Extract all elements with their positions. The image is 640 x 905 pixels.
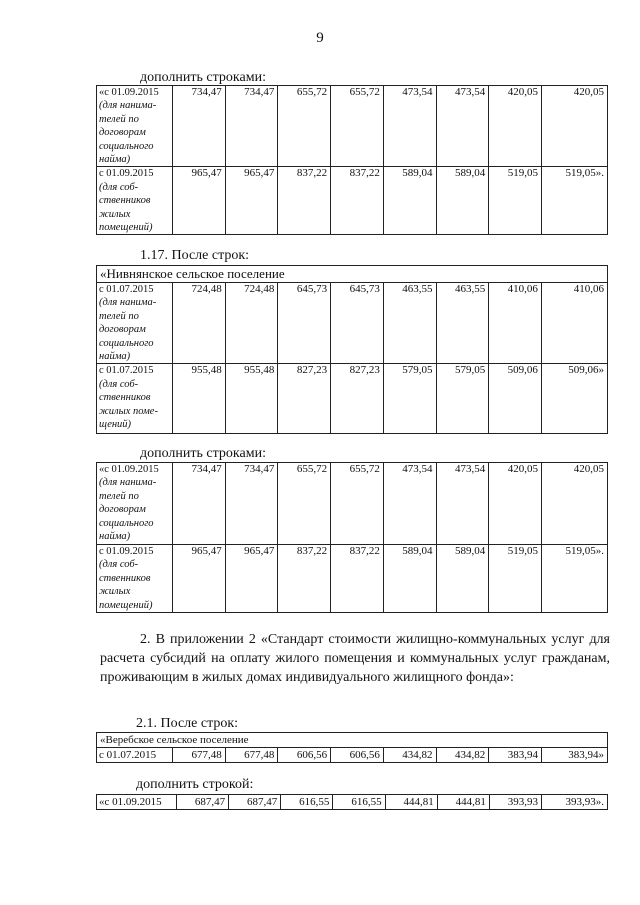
value-cell: 837,22 — [278, 545, 331, 613]
value-cell: 509,06 — [489, 364, 542, 434]
value-cell: 519,05». — [542, 167, 608, 235]
value-cell: 463,55 — [436, 283, 489, 364]
value-cell: 724,48 — [173, 283, 226, 364]
settlement-title: «Нивнянское сельское поселение — [97, 266, 608, 283]
value-cell: 519,05 — [489, 545, 542, 613]
value-cell: 434,82 — [436, 748, 489, 763]
table-row — [97, 364, 608, 434]
value-cell: 420,05 — [542, 86, 608, 167]
row-description: с 01.09.2015 (для соб- ственников жилых помещений) — [97, 167, 173, 235]
value-cell: 420,05 — [489, 86, 542, 167]
value-cell: 383,94» — [541, 748, 607, 763]
row-description: «с 01.09.2015 (для нанима- телей по договорам социального найма) — [97, 463, 173, 545]
page-number: 9 — [316, 30, 324, 46]
value-cell: 589,04 — [436, 167, 489, 235]
value-cell: 444,81 — [385, 795, 437, 810]
section-label-add-rows: дополнить строками: — [140, 70, 266, 85]
section-label-after-rows: 1.17. После строк: — [140, 248, 250, 263]
value-cell: 473,54 — [383, 86, 436, 167]
tariff-table-4 — [96, 732, 608, 763]
table-row — [97, 545, 608, 613]
row-description: «с 01.09.2015 (для нанима- телей по договорам социального найма) — [97, 86, 173, 167]
table-row — [97, 733, 608, 748]
tariff-table-2 — [96, 265, 608, 434]
value-cell: 724,48 — [225, 283, 278, 364]
value-cell: 519,05 — [489, 167, 542, 235]
value-cell: 606,56 — [331, 748, 384, 763]
value-cell: 655,72 — [278, 463, 331, 545]
value-cell: 579,05 — [383, 364, 436, 434]
row-date: с 01.07.2015 — [97, 748, 173, 763]
table-row — [97, 283, 608, 364]
value-cell: 616,55 — [333, 795, 385, 810]
value-cell: 589,04 — [436, 545, 489, 613]
value-cell: 444,81 — [437, 795, 489, 810]
row-date: «с 01.09.2015 — [97, 795, 177, 810]
value-cell: 420,05 — [542, 463, 608, 545]
value-cell: 410,06 — [489, 283, 542, 364]
value-cell: 410,06 — [541, 283, 607, 364]
value-cell: 955,48 — [173, 364, 226, 434]
row-description: с 01.07.2015 (для нанима- телей по договорам социального найма) — [97, 283, 173, 364]
section-label-after-rows: 2.1. После строк: — [136, 716, 239, 731]
value-cell: 473,54 — [436, 463, 489, 545]
row-description: с 01.07.2015 (для соб- ственников жилых поме- щений) — [97, 364, 173, 434]
value-cell: 509,06» — [541, 364, 607, 434]
value-cell: 434,82 — [383, 748, 436, 763]
tariff-table-3 — [96, 462, 608, 613]
value-cell: 589,04 — [383, 167, 436, 235]
tariff-table-1 — [96, 85, 608, 235]
value-cell: 677,48 — [225, 748, 278, 763]
appendix-paragraph: 2. В приложении 2 «Стандарт стоимости жилищно-коммунальных услуг для расчета субсидий на оплату жилого помещения и коммунальных услуг гражданам, проживающим в жилых домах индивидуального жилищного фонда»: — [100, 632, 610, 685]
value-cell: 827,23 — [278, 364, 331, 434]
value-cell: 519,05». — [542, 545, 608, 613]
value-cell: 420,05 — [489, 463, 542, 545]
value-cell: 393,93». — [542, 795, 608, 810]
value-cell: 655,72 — [331, 463, 384, 545]
table-row — [97, 463, 608, 545]
value-cell: 955,48 — [225, 364, 278, 434]
value-cell: 965,47 — [173, 167, 226, 235]
row-description: с 01.09.2015 (для соб- ственников жилых помещений) — [97, 545, 173, 613]
value-cell: 473,54 — [436, 86, 489, 167]
value-cell: 687,47 — [229, 795, 281, 810]
section-label-add-row: дополнить строкой: — [136, 777, 254, 792]
value-cell: 837,22 — [331, 545, 384, 613]
value-cell: 734,47 — [225, 463, 278, 545]
value-cell: 965,47 — [173, 545, 226, 613]
value-cell: 393,93 — [489, 795, 541, 810]
value-cell: 734,47 — [173, 86, 226, 167]
value-cell: 734,47 — [173, 463, 226, 545]
table-row — [97, 795, 608, 810]
table-row — [97, 266, 608, 283]
section-label-add-rows: дополнить строками: — [140, 446, 266, 461]
value-cell: 837,22 — [331, 167, 384, 235]
value-cell: 579,05 — [436, 364, 489, 434]
value-cell: 837,22 — [278, 167, 331, 235]
settlement-title: «Веребское сельское поселение — [97, 733, 608, 748]
value-cell: 645,73 — [278, 283, 331, 364]
table-row — [97, 167, 608, 235]
value-cell: 589,04 — [383, 545, 436, 613]
value-cell: 687,47 — [177, 795, 229, 810]
value-cell: 383,94 — [489, 748, 542, 763]
value-cell: 677,48 — [173, 748, 226, 763]
table-row — [97, 748, 608, 763]
value-cell: 965,47 — [225, 167, 278, 235]
table-row — [97, 86, 608, 167]
value-cell: 463,55 — [383, 283, 436, 364]
tariff-table-5 — [96, 794, 608, 810]
value-cell: 655,72 — [278, 86, 331, 167]
value-cell: 655,72 — [331, 86, 384, 167]
value-cell: 616,55 — [281, 795, 333, 810]
value-cell: 645,73 — [331, 283, 384, 364]
value-cell: 473,54 — [383, 463, 436, 545]
value-cell: 606,56 — [278, 748, 331, 763]
value-cell: 827,23 — [331, 364, 384, 434]
value-cell: 734,47 — [225, 86, 278, 167]
value-cell: 965,47 — [225, 545, 278, 613]
